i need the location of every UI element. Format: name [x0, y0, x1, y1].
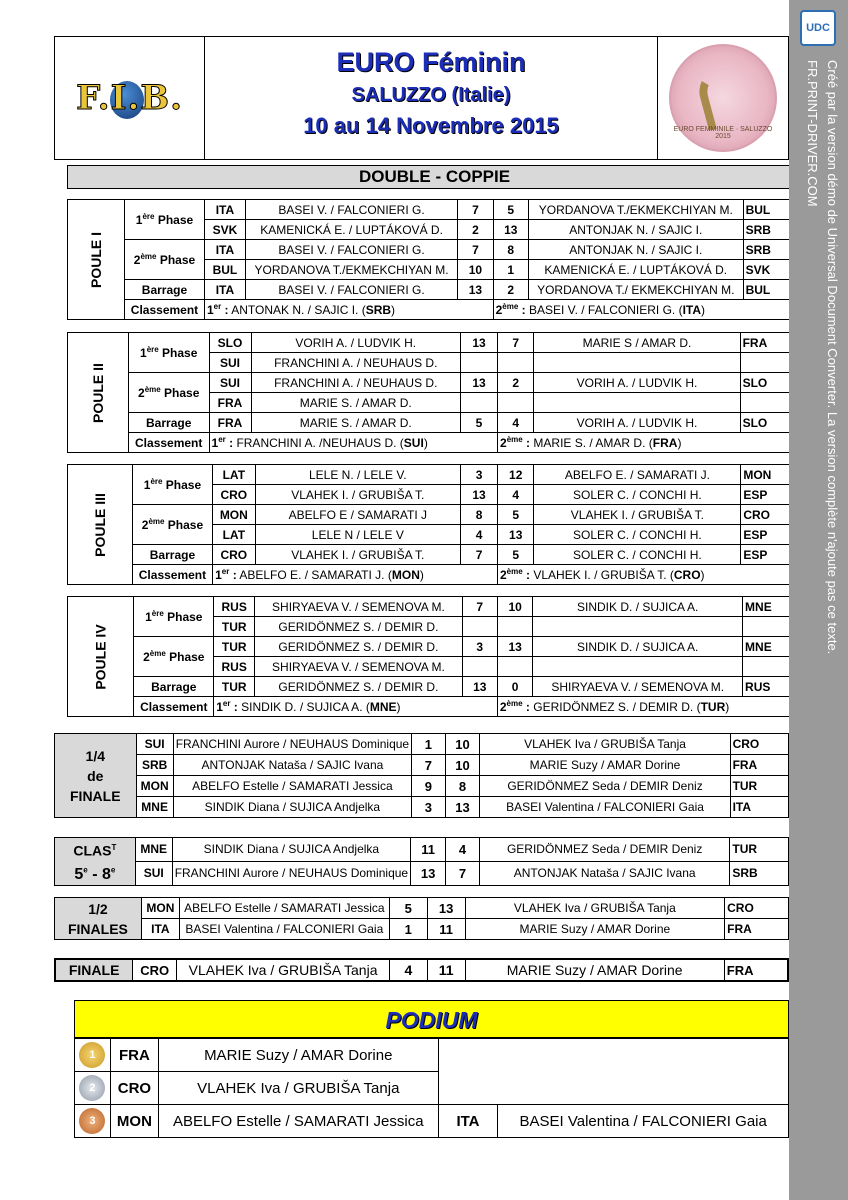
- country-code: TUR: [214, 637, 255, 657]
- team-name: SINDIK Diana / SUJICA Andjelka: [172, 838, 410, 862]
- team-name: GERIDÖNMEZ Seda / DEMIR Deniz: [479, 838, 729, 862]
- final-row: [55, 959, 788, 981]
- score: 5: [460, 413, 497, 433]
- match-row: [68, 200, 802, 220]
- phase-label: 1ère Phase: [128, 333, 209, 373]
- team-name: BASEI Valentina / FALCONIERI Gaia: [480, 797, 730, 818]
- country-code: FRA: [725, 919, 789, 940]
- pool-label: POULE IV: [68, 597, 134, 717]
- team-name: FRANCHINI A. / NEUHAUS D.: [251, 353, 460, 373]
- bronze-medal-icon: 3: [75, 1105, 111, 1138]
- score: 11: [427, 959, 465, 981]
- score: 4: [461, 525, 498, 545]
- player-figure-icon: [695, 65, 754, 131]
- pool-label: POULE II: [68, 333, 129, 453]
- second-place: 2ème : BASEI V. / FALCONIERI G. (ITA): [493, 300, 801, 320]
- converter-logo-icon: UDC: [800, 10, 836, 46]
- classement-label: Classement: [132, 565, 212, 585]
- score: 7: [498, 333, 534, 353]
- country-code: MON: [741, 465, 802, 485]
- pool-table: [67, 596, 802, 717]
- second-place: 2ème : VLAHEK I. / GRUBIŠA T. (CRO): [497, 565, 801, 585]
- score: 13: [493, 220, 528, 240]
- team-name: VLAHEK I. / GRUBIŠA T.: [534, 505, 741, 525]
- country-code: TUR: [214, 677, 255, 697]
- team-name: SOLER C. / CONCHI H.: [534, 525, 741, 545]
- country-code: CRO: [133, 959, 177, 981]
- page-subtitle: SALUZZO (Italie): [351, 84, 511, 106]
- country-code: SLO: [740, 373, 801, 393]
- country-code: MNE: [135, 838, 172, 862]
- team-name: ANTONJAK N. / SAJIC I.: [528, 240, 743, 260]
- classement-label: Classement: [125, 300, 205, 320]
- score: 13: [497, 525, 533, 545]
- country-code: LAT: [213, 465, 255, 485]
- country-code: SRB: [136, 755, 173, 776]
- country-code: SLO: [209, 333, 251, 353]
- country-code: RUS: [214, 597, 255, 617]
- country-code: ITA: [438, 1105, 498, 1138]
- classement-row: [68, 697, 802, 717]
- phase-label: 2ème Phase: [134, 637, 214, 677]
- phase-label: 1ère Phase: [132, 465, 212, 505]
- barrage-label: Barrage: [134, 677, 214, 697]
- fib-logo-cell: [55, 37, 205, 159]
- pool-table: [67, 464, 802, 585]
- barrage-label: Barrage: [128, 413, 209, 433]
- score: [462, 657, 497, 677]
- match-row: [55, 797, 789, 818]
- team-name: SOLER C. / CONCHI H.: [534, 545, 741, 565]
- country-code: RUS: [743, 677, 802, 697]
- fib-logo: F.I.B.: [76, 78, 183, 118]
- watermark-line-2: FR.PRINT-DRIVER.COM: [805, 60, 820, 207]
- team-name: SHIRYAEVA V. / SEMENOVA M.: [255, 657, 463, 677]
- match-row: [68, 333, 802, 353]
- phase-label: 2ème Phase: [128, 373, 209, 413]
- first-place: 1er : SINDIK D. / SUJICA A. (MNE): [214, 697, 498, 717]
- score: 4: [446, 838, 480, 862]
- team-name: BASEI V. / FALCONIERI G.: [245, 240, 457, 260]
- phase-label: 1ère Phase: [134, 597, 214, 637]
- team-name: LELE N. / LELE V.: [255, 465, 461, 485]
- team-name: MARIE S. / AMAR D.: [251, 413, 460, 433]
- country-code: SRB: [743, 220, 801, 240]
- country-code: SUI: [209, 373, 251, 393]
- country-code: TUR: [730, 838, 789, 862]
- round-label: 1/2 FINALES: [55, 898, 142, 940]
- score: [498, 393, 534, 413]
- match-row: [55, 919, 789, 940]
- semi-final-table: [54, 897, 789, 940]
- page-dates: 10 au 14 Novembre 2015: [303, 113, 559, 138]
- emblem-cell: [658, 37, 788, 159]
- team-name: MARIE Suzy / AMAR Dorine: [480, 755, 730, 776]
- score: [497, 657, 533, 677]
- match-row: [68, 280, 802, 300]
- score: 3: [462, 637, 497, 657]
- podium-section: [74, 1000, 789, 1135]
- watermark-text: [797, 60, 842, 1160]
- team-name: ABELFO Estelle / SAMARATI Jessica: [158, 1105, 438, 1138]
- round-label: 1/4 de FINALE: [55, 734, 137, 818]
- round-label: $CLAS^T$ 5e - 8e: [55, 838, 136, 886]
- team-name: VLAHEK Iva / GRUBIŠA Tanja: [177, 959, 390, 981]
- country-code: ITA: [204, 240, 245, 260]
- podium-row-gold: [75, 1039, 789, 1072]
- country-code: ITA: [141, 919, 179, 940]
- phase-label: 2ème Phase: [125, 240, 205, 280]
- barrage-label: Barrage: [132, 545, 212, 565]
- match-row: [55, 734, 789, 755]
- country-code: FRA: [740, 333, 801, 353]
- score: 5: [493, 200, 528, 220]
- country-code: MON: [141, 898, 179, 919]
- team-name: ABELFO Estelle / SAMARATI Jessica: [173, 776, 411, 797]
- country-code: MON: [110, 1105, 158, 1138]
- team-name: KAMENICKÁ E. / LUPTÁKOVÁ D.: [245, 220, 457, 240]
- score: 8: [445, 776, 480, 797]
- team-name: SHIRYAEVA V. / SEMENOVA M.: [533, 677, 743, 697]
- country-code: SVK: [204, 220, 245, 240]
- country-code: RUS: [214, 657, 255, 677]
- team-name: ANTONJAK N. / SAJIC I.: [528, 220, 743, 240]
- score: [460, 393, 497, 413]
- country-code: FRA: [730, 755, 788, 776]
- team-name: VLAHEK I. / GRUBIŠA T.: [255, 485, 461, 505]
- match-row: [68, 597, 802, 617]
- empty-cell: [438, 1039, 788, 1105]
- score: 2: [458, 220, 493, 240]
- team-name: VORIH A. / LUDVIK H.: [251, 333, 460, 353]
- first-place: 1er : ANTONAK N. / SAJIC I. (SRB): [204, 300, 493, 320]
- score: 12: [497, 465, 533, 485]
- team-name: MARIE S. / AMAR D.: [251, 393, 460, 413]
- emblem-text: EURO FEMMINILE · SALUZZO 2015: [673, 126, 773, 140]
- pool-label: POULE III: [68, 465, 133, 585]
- score: 7: [462, 597, 497, 617]
- team-name: SINDIK Diana / SUJICA Andjelka: [173, 797, 411, 818]
- team-name: [534, 393, 740, 413]
- final-table: [54, 958, 789, 982]
- country-code: MON: [136, 776, 173, 797]
- pool-table: [67, 332, 802, 453]
- team-name: BASEI Valentina / FALCONIERI Gaia: [179, 919, 389, 940]
- country-code: MNE: [136, 797, 173, 818]
- classement-5-8-table: [54, 837, 789, 886]
- team-name: YORDANOVA T./ EKMEKCHIYAN M.: [528, 280, 743, 300]
- country-code: TUR: [214, 617, 255, 637]
- score: 2: [493, 280, 528, 300]
- pool-label: POULE I: [68, 200, 125, 320]
- score: 10: [445, 734, 480, 755]
- team-name: SHIRYAEVA V. / SEMENOVA M.: [255, 597, 463, 617]
- match-row: [55, 898, 789, 919]
- team-name: GERIDÖNMEZ S. / DEMIR D.: [255, 637, 463, 657]
- phase-label: 1ère Phase: [125, 200, 205, 240]
- score: 13: [458, 280, 493, 300]
- team-name: MARIE Suzy / AMAR Dorine: [465, 919, 725, 940]
- team-name: FRANCHINI Aurore / NEUHAUS Dominique: [173, 734, 411, 755]
- country-code: MNE: [743, 637, 802, 657]
- country-code: MNE: [743, 597, 802, 617]
- score: 13: [460, 373, 497, 393]
- team-name: VLAHEK Iva / GRUBIŠA Tanja: [465, 898, 725, 919]
- score: 3: [412, 797, 446, 818]
- classement-label: Classement: [134, 697, 214, 717]
- match-row: [68, 240, 802, 260]
- watermark-line-1: Créé par la version démo de Universal Document Converter. La version complète n'ajoute pas ce texte.: [825, 60, 840, 655]
- score: 9: [412, 776, 446, 797]
- score: 3: [461, 465, 498, 485]
- match-row: [55, 755, 789, 776]
- country-code: ESP: [741, 545, 802, 565]
- team-name: FRANCHINI A. / NEUHAUS D.: [251, 373, 460, 393]
- country-code: MON: [213, 505, 255, 525]
- first-place: 1er : FRANCHINI A. /NEUHAUS D. (SUI): [209, 433, 498, 453]
- team-name: ANTONJAK Nataša / SAJIC Ivana: [479, 861, 729, 885]
- team-name: SOLER C. / CONCHI H.: [534, 485, 741, 505]
- score: 7: [412, 755, 446, 776]
- silver-medal-icon: 2: [75, 1072, 111, 1105]
- score: 1: [412, 734, 446, 755]
- match-row: [68, 545, 802, 565]
- team-name: ABELFO E / SAMARATI J: [255, 505, 461, 525]
- country-code: SVK: [743, 260, 801, 280]
- country-code: CRO: [213, 485, 255, 505]
- score: [497, 617, 533, 637]
- score: 8: [493, 240, 528, 260]
- match-row: [55, 838, 789, 862]
- country-code: SUI: [209, 353, 251, 373]
- team-name: SINDIK D. / SUJICA A.: [533, 637, 743, 657]
- score: 1: [493, 260, 528, 280]
- country-code: FRA: [110, 1039, 158, 1072]
- score: 5: [389, 898, 427, 919]
- score: 13: [462, 677, 497, 697]
- classement-row: [68, 565, 802, 585]
- first-place: 1er : ABELFO E. / SAMARATI J. (MON): [213, 565, 498, 585]
- score: 4: [497, 485, 533, 505]
- classement-label: Classement: [128, 433, 209, 453]
- team-name: YORDANOVA T./EKMEKCHIYAN M.: [245, 260, 457, 280]
- team-name: [534, 353, 740, 373]
- team-name: VLAHEK I. / GRUBIŠA T.: [255, 545, 461, 565]
- score: 13: [461, 485, 498, 505]
- team-name: MARIE Suzy / AMAR Dorine: [158, 1039, 438, 1072]
- country-code: SRB: [730, 861, 789, 885]
- country-code: SRB: [743, 240, 801, 260]
- match-row: [68, 373, 802, 393]
- score: 13: [497, 637, 533, 657]
- team-name: ABELFO E. / SAMARATI J.: [534, 465, 741, 485]
- team-name: VORIH A. / LUDVIK H.: [534, 373, 740, 393]
- team-name: YORDANOVA T./EKMEKCHIYAN M.: [528, 200, 743, 220]
- country-code: FRA: [724, 959, 788, 981]
- quarter-final-table: [54, 733, 789, 818]
- country-code: ITA: [204, 280, 245, 300]
- team-name: FRANCHINI Aurore / NEUHAUS Dominique: [172, 861, 410, 885]
- team-name: [533, 617, 743, 637]
- second-place: 2ème : MARIE S. / AMAR D. (FRA): [498, 433, 802, 453]
- score: 13: [445, 797, 480, 818]
- country-code: CRO: [741, 505, 802, 525]
- phase-label: 2ème Phase: [132, 505, 212, 545]
- team-name: BASEI V. / FALCONIERI G.: [245, 200, 457, 220]
- score: 7: [458, 200, 493, 220]
- team-name: VORIH A. / LUDVIK H.: [534, 413, 740, 433]
- team-name: GERIDÖNMEZ S. / DEMIR D.: [255, 677, 463, 697]
- podium-title: PODIUM: [74, 1000, 789, 1038]
- country-code: FRA: [209, 413, 251, 433]
- match-row: [68, 413, 802, 433]
- title-cell: [205, 37, 658, 159]
- country-code: SUI: [136, 734, 173, 755]
- classement-row: [68, 300, 802, 320]
- match-row: [55, 776, 789, 797]
- team-name: BASEI Valentina / FALCONIERI Gaia: [498, 1105, 789, 1138]
- score: 13: [460, 333, 497, 353]
- classement-row: [68, 433, 802, 453]
- team-name: VLAHEK Iva / GRUBIŠA Tanja: [158, 1072, 438, 1105]
- event-emblem: [669, 44, 777, 152]
- country-code: CRO: [110, 1072, 158, 1105]
- team-name: ABELFO Estelle / SAMARATI Jessica: [179, 898, 389, 919]
- podium-row-bronze: [75, 1105, 789, 1138]
- country-code: LAT: [213, 525, 255, 545]
- podium-table: [74, 1038, 789, 1138]
- pool-table: [67, 199, 802, 320]
- country-code: CRO: [730, 734, 788, 755]
- team-name: MARIE S / AMAR D.: [534, 333, 740, 353]
- score: 1: [389, 919, 427, 940]
- match-row: [68, 505, 802, 525]
- score: [498, 353, 534, 373]
- team-name: KAMENICKÁ E. / LUPTÁKOVÁ D.: [528, 260, 743, 280]
- country-code: TUR: [730, 776, 788, 797]
- country-code: BUL: [204, 260, 245, 280]
- team-name: [533, 657, 743, 677]
- country-code: CRO: [213, 545, 255, 565]
- score: 4: [498, 413, 534, 433]
- score: [462, 617, 497, 637]
- match-row: [68, 465, 802, 485]
- score: 7: [461, 545, 498, 565]
- score: 13: [411, 861, 446, 885]
- score: 10: [497, 597, 533, 617]
- match-row: [55, 861, 789, 885]
- country-code: CRO: [725, 898, 789, 919]
- team-name: VLAHEK Iva / GRUBIŠA Tanja: [480, 734, 730, 755]
- match-row: [68, 637, 802, 657]
- team-name: SINDIK D. / SUJICA A.: [533, 597, 743, 617]
- country-code: BUL: [743, 280, 801, 300]
- score: 7: [458, 240, 493, 260]
- score: 10: [445, 755, 480, 776]
- team-name: ANTONJAK Nataša / SAJIC Ivana: [173, 755, 411, 776]
- country-code: SLO: [740, 413, 801, 433]
- score: 8: [461, 505, 498, 525]
- page-title: EURO Féminin: [336, 47, 526, 77]
- score: 13: [427, 898, 465, 919]
- header-box: [54, 36, 789, 160]
- score: [460, 353, 497, 373]
- country-code: ITA: [204, 200, 245, 220]
- country-code: ESP: [741, 485, 802, 505]
- score: 2: [498, 373, 534, 393]
- country-code: FRA: [209, 393, 251, 413]
- score: 0: [497, 677, 533, 697]
- barrage-label: Barrage: [125, 280, 205, 300]
- score: 11: [427, 919, 465, 940]
- score: 5: [497, 545, 533, 565]
- score: 11: [411, 838, 446, 862]
- score: 4: [389, 959, 427, 981]
- country-code: SUI: [135, 861, 172, 885]
- second-place: 2ème : GERIDÖNMEZ S. / DEMIR D. (TUR): [497, 697, 801, 717]
- team-name: BASEI V. / FALCONIERI G.: [245, 280, 457, 300]
- match-row: [68, 677, 802, 697]
- gold-medal-icon: 1: [75, 1039, 111, 1072]
- country-code: BUL: [743, 200, 801, 220]
- country-code: ESP: [741, 525, 802, 545]
- team-name: GERIDÖNMEZ S. / DEMIR D.: [255, 617, 463, 637]
- country-code: ITA: [730, 797, 788, 818]
- final-label: FINALE: [55, 959, 133, 981]
- score: 7: [446, 861, 480, 885]
- team-name: GERIDÖNMEZ Seda / DEMIR Deniz: [480, 776, 730, 797]
- team-name: MARIE Suzy / AMAR Dorine: [465, 959, 724, 981]
- score: 5: [497, 505, 533, 525]
- team-name: LELE N / LELE V: [255, 525, 461, 545]
- section-title: DOUBLE - COPPIE: [67, 165, 802, 189]
- score: 10: [458, 260, 493, 280]
